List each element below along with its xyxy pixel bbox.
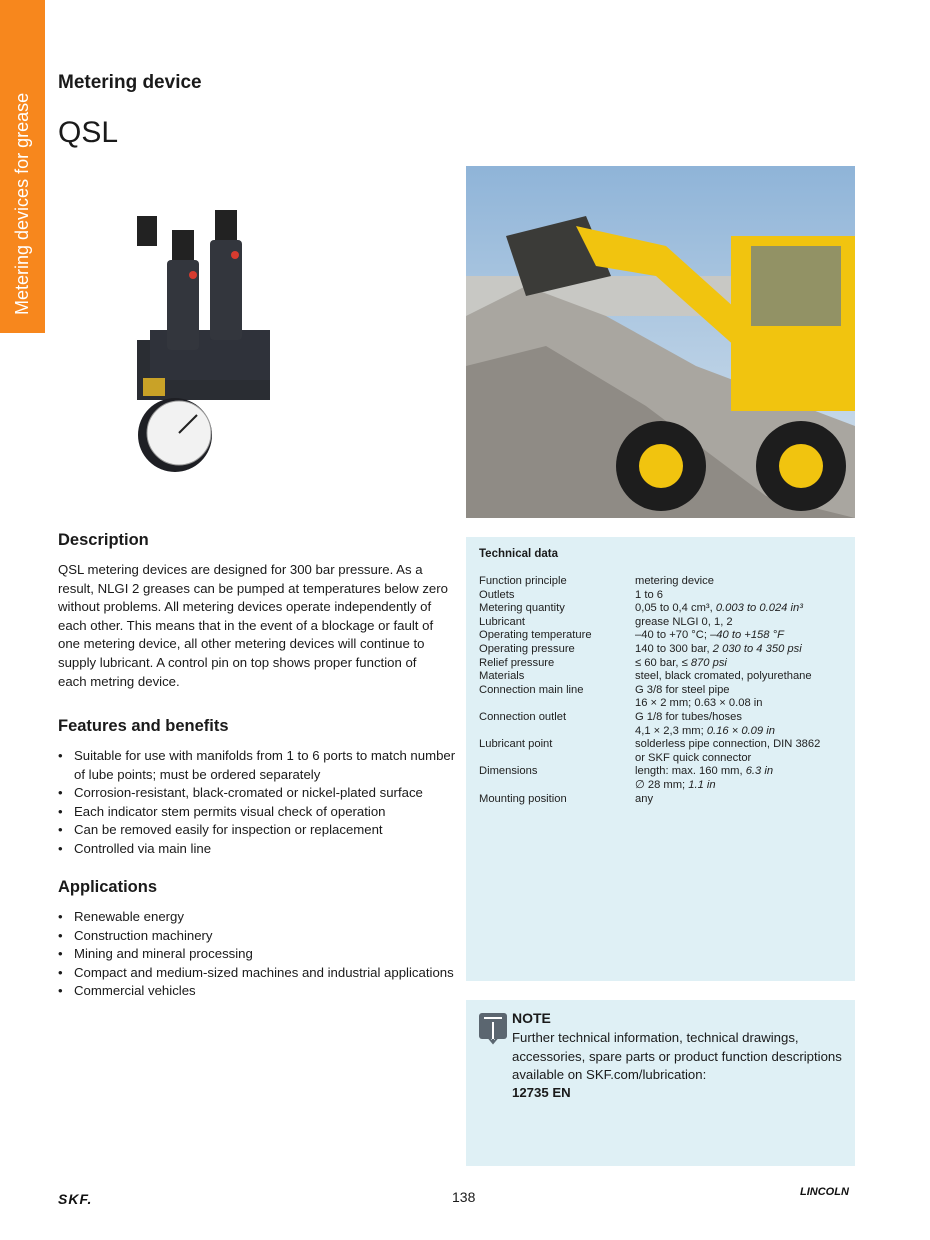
tech-value-metric: ∅ 28 mm; xyxy=(635,778,686,791)
section-title: Metering device xyxy=(58,72,202,93)
table-row xyxy=(479,725,849,739)
list-item: • Construction machinery xyxy=(58,927,478,946)
tech-label: Relief pressure xyxy=(479,656,555,669)
tech-value-metric: any xyxy=(635,792,654,805)
side-tab-label: Metering devices for grease xyxy=(12,92,32,315)
technical-data-panel xyxy=(466,537,855,981)
tech-value-metric: length: max. 160 mm, xyxy=(635,765,743,778)
side-tab xyxy=(0,0,45,333)
note-panel xyxy=(466,1000,855,1166)
tech-label: Connection main line xyxy=(479,683,584,696)
product-image xyxy=(135,200,270,490)
table-row xyxy=(479,657,849,671)
tech-value xyxy=(635,629,849,643)
tech-value xyxy=(635,725,849,739)
tech-label: Dimensions xyxy=(479,765,538,778)
tech-value-imperial: 2 030 to 4 350 psi xyxy=(712,642,802,655)
features-list xyxy=(58,747,458,859)
list-item: • Suitable for use with manifolds from 1 to 6 ports to match number of lube points; must be ordered separately xyxy=(58,747,458,784)
product-title: QSL xyxy=(58,116,119,149)
tech-value-metric: grease NLGI 0, 1, 2 xyxy=(635,615,733,628)
table-row xyxy=(479,779,849,793)
tech-value xyxy=(635,643,849,657)
tech-value-imperial: 1.1 in xyxy=(688,778,716,791)
tech-value-imperial: 0.003 to 0.024 in³ xyxy=(715,602,803,615)
tech-value-metric: –40 to +70 °C; xyxy=(635,629,707,642)
tech-value-metric: metering device xyxy=(635,575,714,587)
lincoln-logo: LINCOLN xyxy=(800,1186,849,1198)
tech-label: Operating temperature xyxy=(479,629,592,642)
tech-value-metric: or SKF quick connector xyxy=(635,751,752,764)
note-text: Further technical information, technical drawings, accessories, spare parts or product function descriptions available on SKF.com/lubrication: xyxy=(512,1030,842,1083)
tech-value xyxy=(635,670,849,684)
tech-label: Lubricant point xyxy=(479,738,553,751)
tech-value-imperial: –40 to +158 °F xyxy=(710,629,784,642)
tech-value-imperial: 6.3 in xyxy=(745,765,774,778)
table-row xyxy=(479,765,849,779)
tech-value xyxy=(635,602,849,616)
tech-value-metric: 1 to 6 xyxy=(635,588,663,601)
table-row xyxy=(479,602,849,616)
table-row xyxy=(479,670,849,684)
tech-label xyxy=(479,779,635,793)
tech-value xyxy=(635,779,849,793)
tech-label: Mounting position xyxy=(479,792,567,805)
list-item: • Commercial vehicles xyxy=(58,982,478,1001)
description-text: QSL metering devices are designed for 300 bar pressure. As a result, NLGI 2 greases can be pumped at temperatures below zero without problems. All metering devices operate independently of each other. This means that in the event of a blockage or fault of one metering device, all other metering devices will continue to supply lubricant. A control pin on top shows proper function of each metring device. xyxy=(58,562,448,689)
document-download-icon xyxy=(478,1012,508,1046)
tech-value-metric: G 3/8 for steel pipe xyxy=(635,683,730,696)
table-row xyxy=(479,711,849,725)
tech-label xyxy=(479,697,635,711)
table-row xyxy=(479,793,849,807)
tech-value-metric: G 1/8 for tubes/hoses xyxy=(635,710,742,723)
list-item: • Controlled via main line xyxy=(58,840,458,859)
tech-value-imperial: 0.16 × 0.09 in xyxy=(706,724,775,737)
tech-label: Metering quantity xyxy=(479,602,565,615)
tech-value xyxy=(635,697,849,711)
technical-data-table xyxy=(479,575,849,806)
table-row xyxy=(479,697,849,711)
note-code: 12735 EN xyxy=(512,1085,571,1100)
list-item: • Mining and mineral processing xyxy=(58,945,478,964)
tech-label xyxy=(479,725,635,739)
table-row xyxy=(479,616,849,630)
tech-label xyxy=(479,752,635,766)
tech-label: Outlets xyxy=(479,588,515,601)
tech-value xyxy=(635,738,849,752)
tech-value-metric: 16 × 2 mm; 0.63 × 0.08 in xyxy=(635,697,763,710)
tech-label: Function principle xyxy=(479,575,567,587)
table-row xyxy=(479,589,849,603)
description-heading: Description xyxy=(58,531,149,549)
technical-data-title: Technical data xyxy=(479,548,559,560)
wheel-loader-photo xyxy=(466,166,855,518)
tech-label: Lubricant xyxy=(479,615,526,628)
applications-list xyxy=(58,908,478,1001)
tech-value xyxy=(635,589,849,603)
tech-value xyxy=(635,752,849,766)
tech-value-metric: 0,05 to 0,4 cm³, xyxy=(635,602,713,615)
tech-value xyxy=(635,711,849,725)
page-number: 138 xyxy=(452,1189,476,1205)
features-heading: Features and benefits xyxy=(58,717,229,735)
tech-value-metric: ≤ 60 bar, xyxy=(635,656,679,669)
applications-heading: Applications xyxy=(58,878,158,896)
tech-label: Connection outlet xyxy=(479,710,567,723)
note-heading: NOTE xyxy=(512,1010,551,1026)
table-row xyxy=(479,629,849,643)
list-item: • Each indicator stem permits visual check of operation xyxy=(58,803,458,822)
tech-value-metric: 140 to 300 bar, xyxy=(635,642,710,655)
list-item: • Corrosion-resistant, black-cromated or nickel-plated surface xyxy=(58,784,458,803)
table-row xyxy=(479,752,849,766)
tech-label: Operating pressure xyxy=(479,642,575,655)
tech-value xyxy=(635,657,849,671)
tech-value-metric: steel, black cromated, polyurethane xyxy=(635,670,812,683)
tech-value-imperial: ≤ 870 psi xyxy=(681,656,727,669)
list-item: • Can be removed easily for inspection or replacement xyxy=(58,821,458,840)
tech-value-metric: 4,1 × 2,3 mm; xyxy=(635,724,704,737)
tech-label: Materials xyxy=(479,670,525,683)
table-row xyxy=(479,738,849,752)
tech-value xyxy=(635,793,849,807)
table-row xyxy=(479,575,849,589)
skf-logo: SKF. xyxy=(58,1191,93,1207)
tech-value xyxy=(635,765,849,779)
tech-value xyxy=(635,684,849,698)
list-item: • Renewable energy xyxy=(58,908,478,927)
tech-value xyxy=(635,616,849,630)
table-row xyxy=(479,643,849,657)
list-item: • Compact and medium-sized machines and industrial applications xyxy=(58,964,478,983)
tech-value-metric: solderless pipe connection, DIN 3862 xyxy=(635,738,821,751)
table-row xyxy=(479,684,849,698)
tech-value xyxy=(635,575,849,589)
